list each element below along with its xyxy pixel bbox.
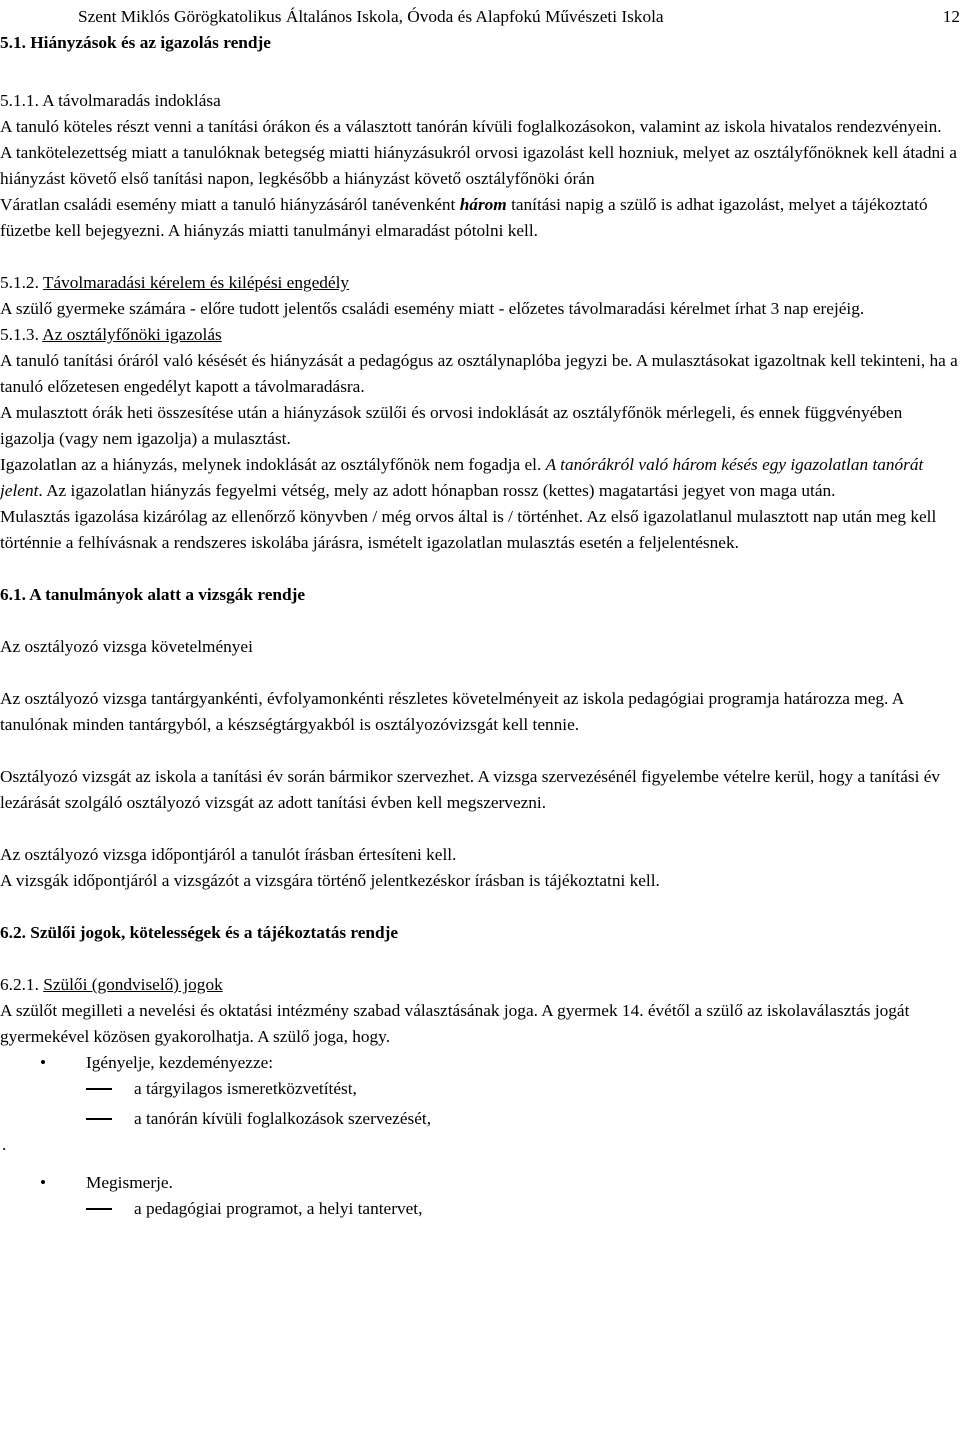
paragraph: A tankötelezettség miatt a tanulóknak betegség miatti hiányzásukról orvosi igazolást kell hozniuk, melyet az osztályfőnöknek kell átadni a hiányzást követő első tanítási napon, legkésőbb a hiányzást követő osztályfőnöki órán [0,143,957,188]
paragraph: A mulasztott órák heti összesítése után a hiányzások szülői és orvosi indoklását az osztályfőnök mérlegeli, és ennek függvényében igazolja (vagy nem igazolja) a mulasztást. [0,403,903,448]
paragraph: Osztályozó vizsgát az iskola a tanítási év során bármikor szervezhet. A vizsga szervezésénél figyelembe vételre kerül, hogy a tanítási év lezárását szolgáló osztályozó vizsgát az adott tanítási évben kell megszervezni. [0,767,941,812]
list-item [0,1170,960,1196]
paragraph: Mulasztás igazolása kizárólag az ellenőrző könyvben / még orvos által is / történhet. Az első igazolatlanul mulasztott nap után meg kell történnie a felhívásnak a rendszeres iskolába járásra, ismételt igazolatlan mulasztás esetén a feljelentésnek. [0,507,937,552]
dash-icon [86,1208,112,1210]
list-item-text: a pedagógiai programot, a helyi tantervet, [134,1199,423,1218]
dash-icon [86,1118,112,1120]
list-item-text: Igényelje, kezdeményezze: [86,1053,274,1072]
bullet-list [0,1050,960,1076]
text-run: Váratlan családi esemény miatt a tanuló hiányzásáról tanévenként [0,195,460,214]
emphasis-three: három [459,195,507,214]
heading-number: 5.1.2. [0,273,43,292]
heading-5-1-2 [0,270,960,296]
paragraph: A szülő gyermeke számára - előre tudott jelentős családi esemény miatt - előzetes távolmaradási kérelmet írhat 3 nap erejéig. [0,299,865,318]
italic-run: A tanórákról való három késés egy igazolatlan tanórát jelent [0,455,924,500]
dash-list [0,1196,960,1222]
paragraph: Az osztályozó vizsga időpontjáról a tanulót írásban értesíteni kell. [0,845,457,864]
bullet-icon: • [40,1173,47,1192]
stray-period: . [2,1135,7,1154]
paragraph: A szülőt megilleti a nevelési és oktatási intézmény szabad választásának joga. A gyermek 14. évétől a szülő az iskolaválasztás jogát gyermekével közösen gyakorolhatja. A szülő joga, hogy. [0,1001,910,1046]
text-run: Igazolatlan az a hiányzás, melynek indoklását az osztályfőnök nem fogadja el. [0,455,546,474]
bullet-icon: • [40,1053,47,1072]
document-body [0,88,960,1222]
heading-5-1-1: 5.1.1. A távolmaradás indoklása [0,91,221,110]
text-run: . Az igazolatlan hiányzás fegyelmi vétség, mely az adott hónapban rossz (kettes) magatartási jegyet von maga után. [38,481,836,500]
paragraph: A tanuló tanítási óráról való késését és hiányzását a pedagógus az osztálynaplóba jegyzi be. A mulasztásokat igazoltnak kell tekinteni, ha a tanuló előzetesen engedélyt kapott a távolmaradásra. [0,351,958,396]
heading-text: Szülői (gondviselő) jogok [43,975,223,994]
text-run: tanítási napig a szülő is adhat igazolást, melyet a tájékoztató füzetbe kell bejegyezni. A hiányzás miatti tanulmányi elmaradást pótolni kell. [0,195,928,240]
heading-6-2: 6.2. Szülői jogok, kötelességek és a tájékoztatás rendje [0,923,399,942]
paragraph [0,452,960,504]
section-title: 5.1. Hiányzások és az igazolás rendje [0,33,271,52]
heading-6-2-1 [0,972,960,998]
paragraph: A tanuló köteles részt venni a tanítási órákon és a választott tanórán kívüli foglalkozásokon, valamint az iskola hivatalos rendezvényein. [0,117,942,136]
dash-icon [86,1088,112,1090]
list-item [0,1076,960,1102]
heading-text: Távolmaradási kérelem és kilépési engedély [42,273,350,292]
subheading: Az osztályozó vizsga követelményei [0,637,253,656]
list-item [0,1106,960,1132]
bullet-list [0,1170,960,1196]
paragraph: Az osztályozó vizsga tantárgyankénti, évfolyamonkénti részletes követelményeit az iskola pedagógiai programja határozza meg. A tanulónak minden tantárgyból, a készségtárgyakból is osztályozóvizsgát kell tennie. [0,689,904,734]
heading-5-1-3 [0,322,960,348]
dash-list [0,1076,960,1132]
page-number: 12 [942,7,960,26]
list-item [0,1196,960,1222]
school-name: Szent Miklós Görögkatolikus Általános Iskola, Óvoda és Alapfokú Művészeti Iskola [78,7,664,26]
heading-text: Az osztályfőnöki igazolás [42,325,222,344]
paragraph [0,192,960,244]
heading-number: 6.2.1. [0,975,44,994]
list-item [0,1050,960,1076]
list-item-text: Megismerje. [86,1173,173,1192]
heading-number: 5.1.3. [0,325,43,344]
list-item-text: a tanórán kívüli foglalkozások szervezését, [134,1109,432,1128]
list-item-text: a tárgyilagos ismeretközvetítést, [134,1079,357,1098]
page-header [0,4,960,30]
paragraph: A vizsgák időpontjáról a vizsgázót a vizsgára történő jelentkezéskor írásban is tájékoztatni kell. [0,871,660,890]
heading-6-1: 6.1. A tanulmányok alatt a vizsgák rendje [0,585,306,604]
